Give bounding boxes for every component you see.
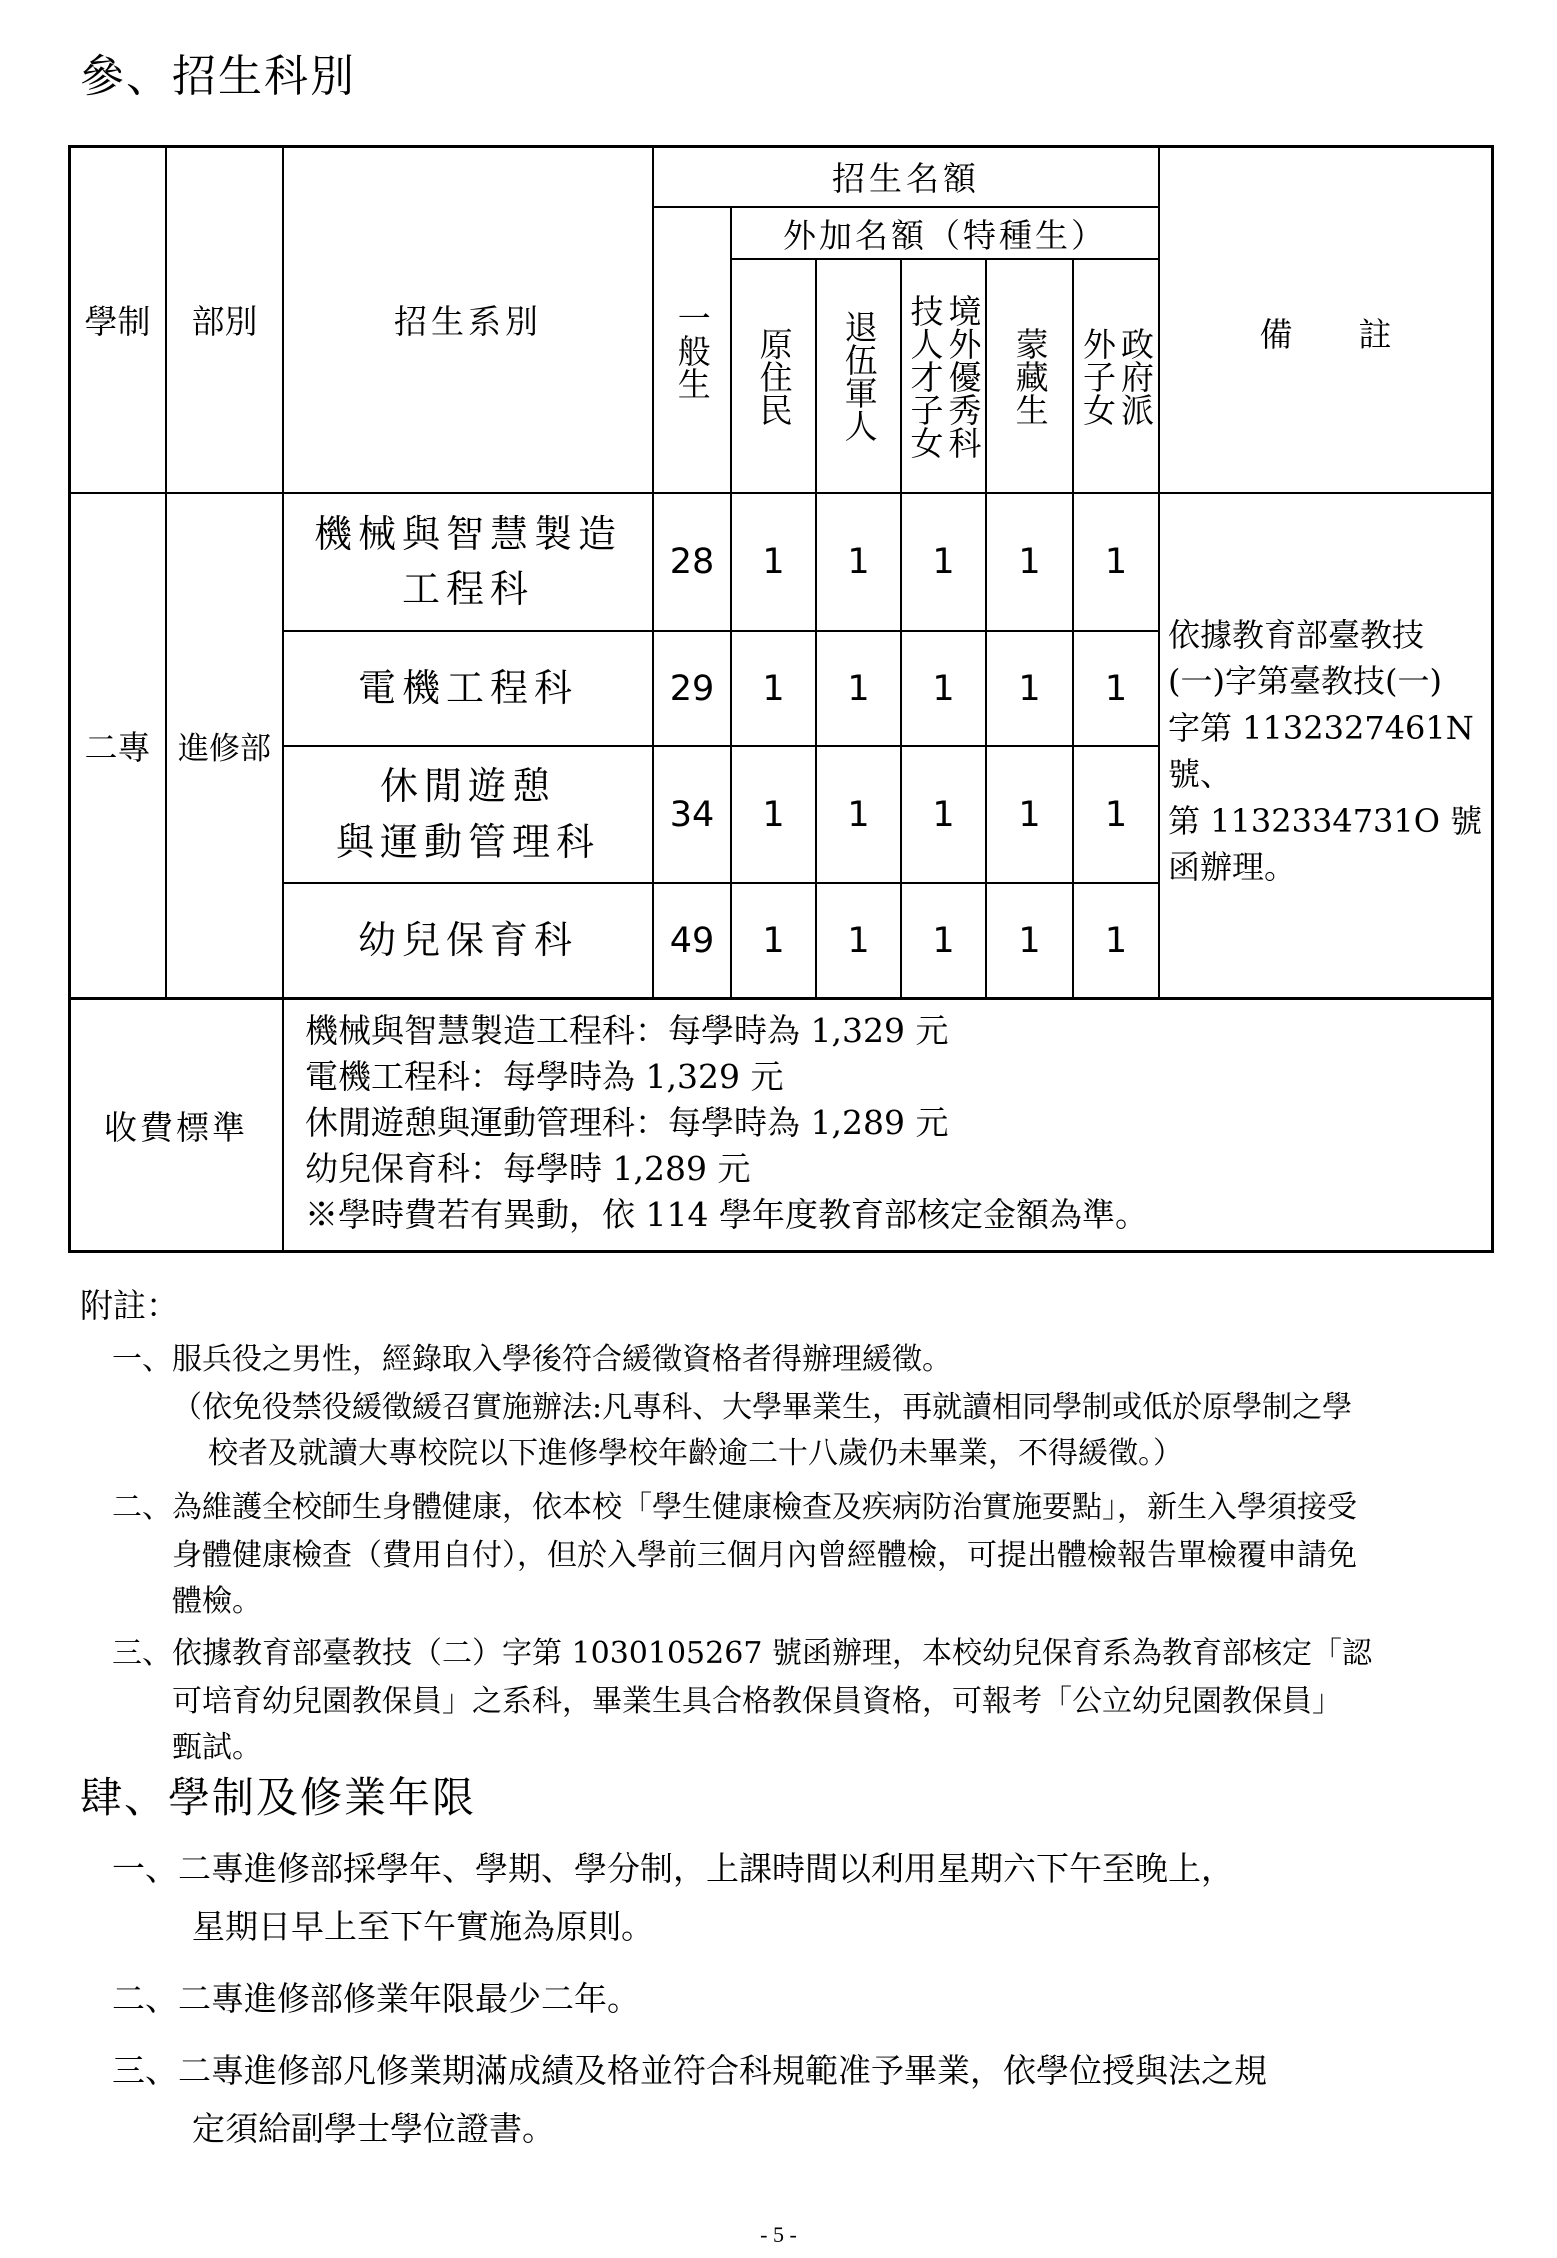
section4-line: 定須給副學士學位證書。 [192,2109,555,2148]
dept-mechanical: 機械與智慧製造 工程科 [313,511,622,611]
section4-list [112,1840,1512,2158]
fee-item: 電機工程科：每學時為 1,329 元 [305,1057,784,1096]
note-line: 二、為維護全校師生身體健康，依本校「學生健康檢查及疾病防治實施要點」，新生入學須接受 [112,1490,1357,1525]
header-general: 一般生 [672,300,712,400]
general-count: 29 [669,668,715,709]
dept-early-childhood: 幼兒保育科 [357,917,578,962]
note-line: 身體健康檢查（費用自付），但於入學前三個月內曾經體檢，可提出體檢報告單檢覆申請免 [172,1538,1357,1573]
section4-line: 二、二專進修部修業年限最少二年。 [112,1979,640,2018]
extra-count: 1 [1018,794,1041,835]
section4-line: 三、二專進修部凡修業期滿成績及格並符合科規範准予畢業，依學位授與法之規 [112,2051,1267,2090]
fee-list [305,1008,1485,1238]
division-value: 進修部 [178,731,271,767]
header-extra-quota: 外加名額（特種生） [783,215,1107,255]
extra-count: 1 [847,794,870,835]
extra-count: 1 [932,668,955,709]
extra-count: 1 [847,920,870,961]
extra-count: 1 [1018,920,1041,961]
fee-label: 收費標準 [104,1107,248,1147]
header-division: 部別 [191,302,258,341]
section4-line: 一、二專進修部採學年、學期、學分制，上課時間以利用星期六下午至晚上， [112,1849,1234,1888]
note-line: （依免役禁役緩徵緩召實施辦法:凡專科、大學畢業生，再就讀相同學制或低於原學制之學 [172,1390,1353,1425]
extra-count: 1 [1104,920,1128,961]
header-veterans: 退伍軍人 [839,310,879,442]
extra-count: 1 [1018,668,1041,709]
note-line: 一、服兵役之男性，經錄取入學後符合緩徵資格者得辦理緩徵。 [112,1342,952,1377]
header-system: 學制 [84,302,151,341]
header-quota: 招生名額 [832,159,980,198]
general-count: 49 [669,920,715,961]
extra-count: 1 [932,794,955,835]
extra-count: 1 [762,794,785,835]
extra-count: 1 [847,542,870,582]
fee-note: ※學時費若有異動，依 114 學年度教育部核定金額為準。 [305,1195,1148,1234]
remark-text: 依據教育部臺教技 (一)字第臺教技(一) 字第 1132327461N 號、 第 1132334731O 號 函辦理。 [1168,616,1483,886]
note-line: 三、依據教育部臺教技（二）字第 1030105267 號函辦理，本校幼兒保育系為教育部核定「認 [112,1636,1372,1671]
note-line: 可培育幼兒園教保員」之系科，畢業生具合格教保員資格，可報考「公立幼兒園教保員」 [172,1684,1342,1719]
note-line: 體檢。 [172,1584,262,1619]
section-title: 參、招生科別 [80,51,356,102]
extra-count: 1 [762,920,785,961]
header-mongolian-tibetan: 蒙藏生 [1010,326,1050,426]
system-value: 二專 [84,728,151,767]
header-expatriate-children: 政府派外子女 [1078,326,1155,426]
general-count: 28 [669,542,715,582]
header-department: 招生系別 [394,302,542,341]
extra-count: 1 [762,668,785,709]
extra-count: 1 [932,920,955,961]
extra-count: 1 [1104,794,1128,835]
fee-item: 機械與智慧製造工程科：每學時為 1,329 元 [305,1011,949,1050]
extra-count: 1 [762,542,785,582]
section-title: 肆、學制及修業年限 [80,1773,477,1822]
extra-count: 1 [1104,668,1128,709]
note-line: 校者及就讀大專校院以下進修學校年齡逾二十八歲仍未畢業，不得緩徵。） [208,1436,1183,1471]
general-count: 34 [669,794,715,835]
dept-leisure-sports: 休閒遊憩 與運動管理科 [335,764,600,864]
header-indigenous: 原住民 [754,326,794,426]
extra-count: 1 [1018,542,1041,582]
notes-list [112,1335,1512,1771]
page-number: - 5 - [760,2222,797,2247]
extra-count: 1 [932,542,955,582]
header-overseas-talent-children: 境外優秀科技人才子女 [905,293,983,459]
dept-electrical: 電機工程科 [357,665,578,710]
header-remark: 備 註 [1259,315,1392,354]
extra-count: 1 [1104,542,1128,582]
notes-title: 附註： [80,1286,179,1325]
fee-item: 休閒遊憩與運動管理科：每學時為 1,289 元 [305,1103,949,1142]
extra-count: 1 [847,668,870,709]
section4-line: 星期日早上至下午實施為原則。 [192,1907,654,1946]
note-line: 甄試。 [172,1730,262,1765]
fee-item: 幼兒保育科：每學時 1,289 元 [305,1149,751,1188]
